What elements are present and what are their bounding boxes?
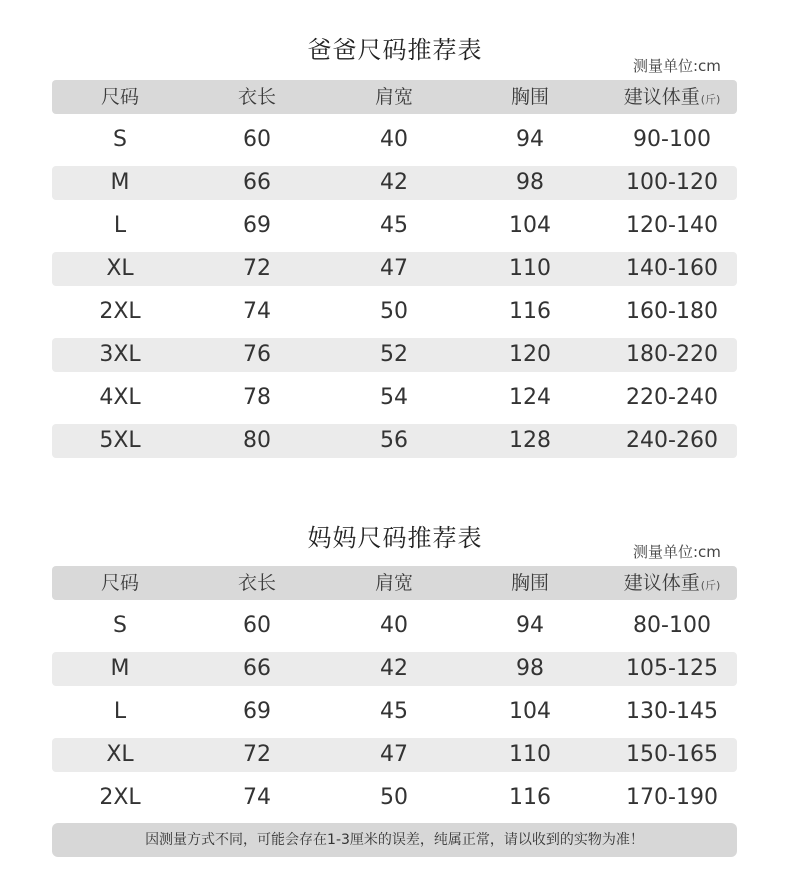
header-size: 尺码 xyxy=(100,572,139,594)
mom-measure-unit: 测量单位:cm xyxy=(633,543,721,561)
cell-chest: 110 xyxy=(509,256,551,281)
table-row xyxy=(52,123,737,157)
cell-size: 2XL xyxy=(99,299,141,324)
cell-length: 74 xyxy=(243,299,271,324)
cell-weight: 130-145 xyxy=(626,699,718,724)
cell-length: 72 xyxy=(243,742,271,767)
cell-size: S xyxy=(113,613,127,638)
cell-length: 76 xyxy=(243,342,271,367)
cell-shoulder: 54 xyxy=(380,385,408,410)
cell-shoulder: 45 xyxy=(380,213,408,238)
cell-chest: 116 xyxy=(509,299,551,324)
header-length: 衣长 xyxy=(237,86,276,108)
cell-size: L xyxy=(113,213,127,238)
cell-chest: 120 xyxy=(509,342,551,367)
header-weight-unit: (斤) xyxy=(700,93,721,106)
table-row xyxy=(52,652,737,686)
table-row xyxy=(52,166,737,200)
size-disclaimer-note: 因测量方式不同，可能会存在1-3厘米的误差，纯属正常，请以收到的实物为准！ xyxy=(52,823,737,857)
cell-shoulder: 47 xyxy=(380,256,408,281)
cell-shoulder: 52 xyxy=(380,342,408,367)
cell-weight: 170-190 xyxy=(626,785,718,810)
cell-chest: 98 xyxy=(516,656,544,681)
header-weight-label: 建议体重 xyxy=(623,86,700,108)
cell-size: L xyxy=(113,699,127,724)
mom-table-header xyxy=(52,566,737,600)
table-row xyxy=(52,338,737,372)
dad-table-body xyxy=(52,123,737,458)
cell-weight: 105-125 xyxy=(626,656,718,681)
cell-weight: 90-100 xyxy=(633,127,711,152)
cell-length: 66 xyxy=(243,656,271,681)
cell-chest: 124 xyxy=(509,385,551,410)
table-row xyxy=(52,252,737,286)
header-weight-label: 建议体重 xyxy=(623,572,700,594)
header-shoulder: 肩宽 xyxy=(374,86,413,108)
cell-chest: 94 xyxy=(516,127,544,152)
cell-shoulder: 40 xyxy=(380,613,408,638)
cell-size: M xyxy=(110,170,130,195)
cell-chest: 104 xyxy=(509,213,551,238)
cell-chest: 116 xyxy=(509,785,551,810)
header-weight xyxy=(607,566,737,600)
header-length: 衣长 xyxy=(237,572,276,594)
dad-measure-unit: 测量单位:cm xyxy=(633,57,721,75)
cell-length: 69 xyxy=(243,213,271,238)
cell-weight: 80-100 xyxy=(633,613,711,638)
mom-table-body xyxy=(52,609,737,815)
cell-length: 66 xyxy=(243,170,271,195)
cell-chest: 128 xyxy=(509,428,551,453)
cell-shoulder: 50 xyxy=(380,299,408,324)
cell-length: 74 xyxy=(243,785,271,810)
header-chest: 胸围 xyxy=(510,86,549,108)
cell-length: 72 xyxy=(243,256,271,281)
cell-weight: 240-260 xyxy=(626,428,718,453)
header-shoulder: 肩宽 xyxy=(374,572,413,594)
cell-length: 60 xyxy=(243,127,271,152)
cell-weight: 180-220 xyxy=(626,342,718,367)
cell-weight: 120-140 xyxy=(626,213,718,238)
cell-chest: 94 xyxy=(516,613,544,638)
table-row xyxy=(52,295,737,329)
cell-chest: 104 xyxy=(509,699,551,724)
cell-weight: 140-160 xyxy=(626,256,718,281)
table-row xyxy=(52,781,737,815)
cell-size: S xyxy=(113,127,127,152)
cell-shoulder: 56 xyxy=(380,428,408,453)
cell-shoulder: 50 xyxy=(380,785,408,810)
cell-shoulder: 45 xyxy=(380,699,408,724)
cell-weight: 100-120 xyxy=(626,170,718,195)
cell-chest: 110 xyxy=(509,742,551,767)
cell-shoulder: 40 xyxy=(380,127,408,152)
cell-size: 5XL xyxy=(99,428,141,453)
cell-chest: 98 xyxy=(516,170,544,195)
header-weight xyxy=(607,80,737,114)
mom-table-title: 妈妈尺码推荐表 xyxy=(307,524,483,552)
table-row xyxy=(52,209,737,243)
header-size: 尺码 xyxy=(100,86,139,108)
dad-table-title: 爸爸尺码推荐表 xyxy=(307,36,483,64)
table-row xyxy=(52,381,737,415)
dad-size-table xyxy=(52,80,737,458)
cell-length: 60 xyxy=(243,613,271,638)
cell-size: 4XL xyxy=(99,385,141,410)
header-weight-unit: (斤) xyxy=(700,579,721,592)
cell-size: XL xyxy=(106,256,134,281)
dad-table-header xyxy=(52,80,737,114)
cell-shoulder: 42 xyxy=(380,170,408,195)
cell-size: M xyxy=(110,656,130,681)
table-row xyxy=(52,695,737,729)
cell-shoulder: 42 xyxy=(380,656,408,681)
cell-weight: 150-165 xyxy=(626,742,718,767)
mom-size-table xyxy=(52,566,737,815)
table-row xyxy=(52,609,737,643)
cell-size: XL xyxy=(106,742,134,767)
cell-shoulder: 47 xyxy=(380,742,408,767)
cell-size: 2XL xyxy=(99,785,141,810)
cell-length: 69 xyxy=(243,699,271,724)
cell-weight: 160-180 xyxy=(626,299,718,324)
header-chest: 胸围 xyxy=(510,572,549,594)
table-row xyxy=(52,738,737,772)
cell-length: 80 xyxy=(243,428,271,453)
cell-length: 78 xyxy=(243,385,271,410)
cell-weight: 220-240 xyxy=(626,385,718,410)
cell-size: 3XL xyxy=(99,342,141,367)
table-row xyxy=(52,424,737,458)
